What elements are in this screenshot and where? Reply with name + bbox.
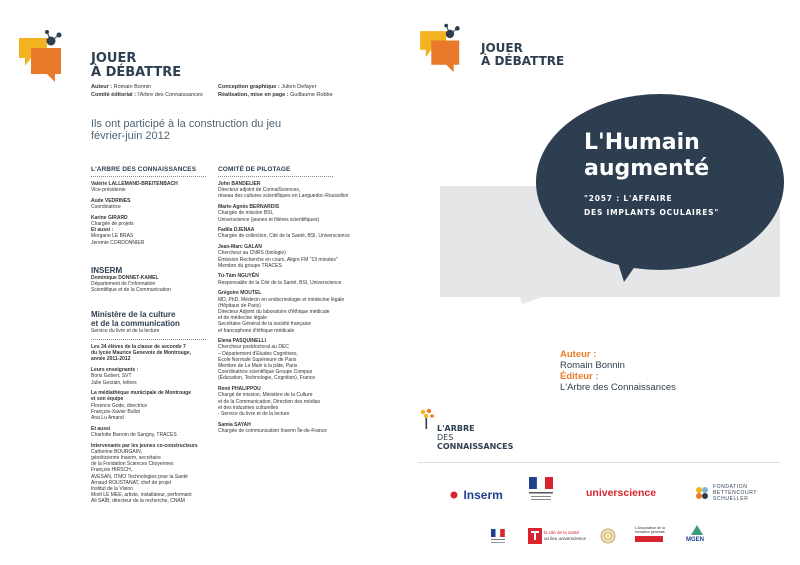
jouer-a-debattre-logo-icon bbox=[418, 20, 480, 74]
game-title-right bbox=[481, 42, 564, 68]
universcience-logo: universcience bbox=[586, 487, 657, 499]
person-role: Coordinatrice bbox=[91, 204, 121, 211]
divider bbox=[91, 339, 206, 340]
title-line-1: JOUER bbox=[481, 41, 523, 55]
cite-logo-line: un lieu universcience bbox=[544, 535, 587, 541]
credit-label: Auteur : bbox=[91, 84, 113, 90]
inserm-logo bbox=[449, 486, 503, 504]
fondation-logo-line: SCHUELLER bbox=[713, 495, 749, 502]
association-logo bbox=[635, 526, 671, 542]
editor-name: L'Arbre des Connaissances bbox=[560, 382, 676, 393]
person-name: Grégoire MOUTEL bbox=[218, 290, 262, 297]
person-role: Institut de la Vision bbox=[91, 486, 133, 493]
person-role: Chargée de communication Inserm Île-de-France bbox=[218, 427, 327, 434]
cite-de-la-sante-logo bbox=[544, 530, 586, 541]
person-name: Et aussi bbox=[91, 425, 111, 432]
person-name: Aude VEDRINES bbox=[91, 197, 131, 204]
person-role: AVESAN, ITMO Technologies pour la Santé bbox=[91, 473, 188, 480]
person-role: Responsable de la Cité de la Santé, BSI, Universcience bbox=[218, 279, 342, 286]
person-role: Morgane LE BRAS bbox=[91, 233, 134, 240]
arbre-logo-line: DES bbox=[437, 433, 454, 442]
arbre-logo-line: L'ARBRE bbox=[437, 424, 475, 433]
person-name: Samia SAYAH bbox=[218, 421, 251, 428]
person-entry bbox=[218, 204, 383, 223]
person-role: Florence Gode, directrice bbox=[91, 402, 148, 409]
person-role: Vice-présidente bbox=[91, 187, 126, 194]
person-name: John BANDELIER bbox=[218, 181, 261, 187]
intro-line-2: février-juin 2012 bbox=[91, 130, 170, 142]
arbre-logo-line: CONNAISSANCES bbox=[437, 442, 514, 451]
person-role: Coordinatrice scientifique Groupe Compas bbox=[218, 369, 313, 376]
person-role: (Hôpitaux de Paris) bbox=[218, 302, 261, 309]
inserm-dot-icon bbox=[449, 490, 459, 500]
person-role: François-Xavier Bullot bbox=[91, 408, 140, 415]
person-entry bbox=[91, 344, 221, 363]
ministere-service: Service du livre et de la lecture bbox=[91, 328, 160, 334]
intro-heading bbox=[91, 118, 281, 142]
credit-label: Comité éditorial : bbox=[91, 91, 136, 98]
ministere-heading bbox=[91, 310, 180, 328]
person-role: Arnaud ROUSTANAT, chef de projet bbox=[91, 479, 172, 486]
person-entry bbox=[91, 215, 216, 246]
person-entry bbox=[218, 273, 383, 285]
credit-label: Réalisation, mise en page : bbox=[218, 91, 289, 98]
person-name: Karine GIRARD bbox=[91, 214, 128, 221]
person-role: Directeur adjoint de ConnaiSciences, bbox=[218, 187, 301, 194]
ministere-heading-line: et de la communication bbox=[91, 319, 180, 328]
arbre-logo bbox=[437, 424, 513, 451]
person-entry bbox=[91, 426, 221, 438]
person-role: MD, PhD, Médecin en endocrinologie et médecine légale bbox=[218, 296, 345, 303]
person-role: Jeremie CORDONNIER bbox=[91, 239, 145, 246]
person-role: et francophone d'éthique médicale bbox=[218, 327, 295, 334]
ministere-logo-icon bbox=[490, 528, 506, 546]
editor-label: Éditeur : bbox=[560, 371, 599, 382]
inserm-members bbox=[91, 275, 216, 298]
person-role: Membre du groupe TRACES bbox=[218, 262, 282, 269]
game-title bbox=[91, 52, 181, 80]
subtitle-line: "2057 : L'AFFAIRE bbox=[584, 194, 673, 203]
fondation-logo-line: BETTENCOURT bbox=[713, 489, 758, 496]
arbre-tree-icon bbox=[418, 408, 436, 430]
person-role: François HIRSCH, bbox=[91, 467, 133, 474]
divider bbox=[91, 176, 206, 177]
credit-value: l'Arbre des Connaissances bbox=[137, 91, 203, 98]
person-name: Leurs enseignants : bbox=[91, 367, 139, 374]
credit-value: Guillaume Robbe bbox=[290, 91, 333, 98]
ministere-heading-line: Ministère de la culture bbox=[91, 310, 176, 319]
fondation-bettencourt-emblem-icon bbox=[694, 485, 710, 501]
credits-right bbox=[218, 84, 333, 99]
subtitle-line: DES IMPLANTS OCULAIRES" bbox=[584, 208, 720, 217]
person-role: Universcience (jeunes et filières scientifiques) bbox=[218, 216, 320, 223]
credit-label: Conception graphique : bbox=[218, 84, 280, 90]
person-entry bbox=[91, 443, 221, 505]
title-line-2: À DÉBATTRE bbox=[481, 54, 565, 68]
person-entry bbox=[218, 338, 383, 381]
cnam-bar-icon bbox=[635, 536, 663, 542]
person-role: - Service du livre et de la lecture bbox=[218, 411, 290, 417]
person-role: Secrétaire Général de la société française bbox=[218, 321, 312, 328]
person-role: Chercheur au CNRS (biologie) bbox=[218, 250, 286, 257]
intro-line-1: Ils ont participé à la construction du jeu bbox=[91, 118, 282, 130]
person-name: Dominique DONNET-KAMEL bbox=[91, 275, 159, 281]
credit-value: Julien Defayer bbox=[281, 84, 317, 90]
person-entry bbox=[218, 422, 383, 434]
fondation-logo-line: FONDATION bbox=[713, 484, 748, 490]
cite-de-la-sante-badge-icon bbox=[528, 528, 542, 544]
person-role: Directeur Adjoint du laboratoire d'éthique médicale bbox=[218, 308, 330, 315]
arbre-members bbox=[91, 181, 216, 250]
person-role: Scientifique et de la Communication bbox=[91, 287, 171, 294]
person-role: année 2011-2012 bbox=[91, 356, 131, 363]
cite-logo-line: la cité de la santé bbox=[544, 530, 580, 535]
book-subtitle bbox=[584, 192, 719, 220]
person-entry bbox=[91, 181, 216, 193]
person-role: généticienne Inserm, secrétaire bbox=[91, 455, 161, 462]
person-role: Département de l'Information bbox=[91, 281, 156, 288]
title-line-2: À DÉBATTRE bbox=[91, 65, 182, 80]
author-name: Romain Bonnin bbox=[560, 360, 625, 371]
person-name: Les 34 élèves de la classe de seconde 7 bbox=[91, 344, 186, 350]
mgen-logo-icon bbox=[690, 524, 704, 536]
jouer-a-debattre-logo-icon bbox=[17, 26, 83, 84]
book-title-line: augmenté bbox=[584, 156, 710, 181]
col2-heading: COMITÉ DE PILOTAGE bbox=[218, 166, 291, 173]
person-name: Tú-Tâm NGUYỄN bbox=[218, 273, 259, 280]
person-role: Membre de La Main à la pâte, Paris bbox=[218, 363, 298, 370]
person-name: Fadila DJENAA bbox=[218, 227, 255, 234]
pilotage-members bbox=[218, 181, 383, 439]
person-entry bbox=[218, 227, 383, 239]
class-contributors bbox=[91, 344, 221, 509]
person-name: La médiathèque municipale de Montrouge bbox=[91, 390, 192, 397]
divider bbox=[418, 462, 780, 463]
person-role: Charlotte Barroin de Sangny, TRACES bbox=[91, 431, 177, 438]
person-name: Intervenants par les jeunes co-constructeurs bbox=[91, 442, 198, 449]
association-logo-text: L'Association de la fondation générale bbox=[635, 526, 665, 535]
person-role: École Normale Supérieure de Paris bbox=[218, 356, 297, 363]
person-name: Marie-Agnès BERNARDIS bbox=[218, 204, 280, 211]
person-role: et de médecine légale bbox=[218, 315, 267, 322]
divider bbox=[218, 176, 333, 177]
person-role: Ali SAÏB, directeur de la recherche, CNAM bbox=[91, 498, 185, 505]
person-entry bbox=[91, 275, 216, 294]
mgen-logo: MGEN bbox=[686, 537, 704, 543]
republique-francaise-logo-icon bbox=[528, 476, 554, 504]
book-title bbox=[584, 130, 709, 182]
seal-logo-icon bbox=[600, 528, 616, 544]
person-entry bbox=[218, 290, 383, 333]
person-role: Moël LE MEE, artiste, installateur, performant bbox=[91, 492, 192, 499]
person-role: Émission Recherche en cours, Aligre FM "13 minutes" bbox=[218, 256, 338, 263]
person-role: de la Fondation Sciences Citoyennes bbox=[91, 461, 174, 468]
person-role: Chargée de collection, Cité de la Santé, BSI, Universcience bbox=[218, 233, 350, 240]
person-name: Valérie LALLEMAND-BREITENBACH bbox=[91, 181, 178, 187]
credits-left bbox=[91, 84, 203, 99]
person-role: (Éducation, Technologie, Cognition), France bbox=[218, 375, 316, 382]
person-role: Ana Lu Amand bbox=[91, 415, 124, 422]
credit-value: Romain Bonnin bbox=[113, 84, 152, 90]
person-role: Julie Gesrain, lettres bbox=[91, 379, 137, 386]
person-entry bbox=[91, 198, 216, 210]
person-name: Jean-Marc GALAN bbox=[218, 244, 262, 251]
person-role: Chargée de mission BSI, bbox=[218, 210, 274, 217]
person-role: Boris Gobert, SVT bbox=[91, 373, 132, 380]
title-line-1: JOUER bbox=[91, 51, 137, 66]
person-role: Chargé de mission, Ministère de la Culture bbox=[218, 392, 313, 399]
person-role: et des industries culturelles bbox=[218, 404, 279, 411]
person-entry bbox=[218, 244, 383, 269]
book-title-line: L'Humain bbox=[584, 130, 700, 155]
person-name: Elena PASQUINELLI bbox=[218, 338, 266, 345]
person-entry bbox=[218, 386, 383, 417]
person-role: réseau des cultures scientifiques en Languedoc-Roussillon bbox=[218, 193, 349, 200]
person-entry bbox=[91, 367, 221, 386]
inserm-logo-text: Inserm bbox=[463, 487, 503, 502]
author-label: Auteur : bbox=[560, 349, 597, 360]
inserm-heading: INSERM bbox=[91, 266, 123, 275]
person-role: Chargée de projets bbox=[91, 221, 134, 228]
person-role: et son équipe bbox=[91, 396, 124, 403]
person-role: Catherine BOURGAIN, bbox=[91, 448, 143, 455]
person-name: René PHALIPPOU bbox=[218, 386, 261, 393]
person-role: – Département d'Études Cognitives, bbox=[218, 350, 298, 357]
person-entry bbox=[218, 181, 383, 200]
person-entry bbox=[91, 390, 221, 421]
person-role: du lycée Maurice Genevoix de Montrouge, bbox=[91, 350, 192, 357]
col1-heading: L'ARBRE DES CONNAISSANCES bbox=[91, 166, 197, 173]
person-role: et de la Communication, Direction des médias bbox=[218, 398, 320, 405]
fondation-bettencourt-logo bbox=[713, 485, 757, 502]
person-role: Chercheur postdoctoral au DEC bbox=[218, 344, 289, 351]
author-block bbox=[560, 349, 676, 393]
person-role: Et aussi : bbox=[91, 227, 114, 234]
